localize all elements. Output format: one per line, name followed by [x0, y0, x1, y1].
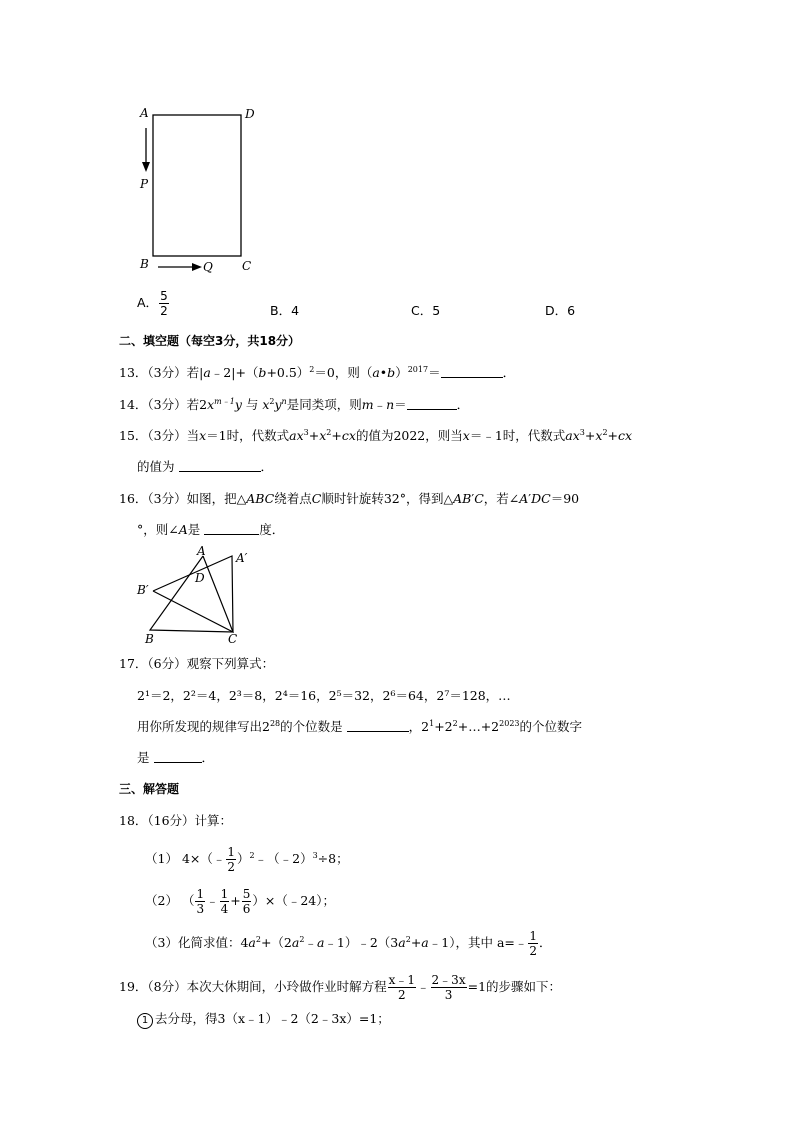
label-q: Q — [203, 260, 213, 274]
question-18-part1: （1） 4×（﹣ $\frac{1}{2}$ ）$^2$﹣（﹣2）$^3$÷8； — [145, 845, 349, 874]
question-16: 16．（3分）如图，把△ABC绕着点C顺时针旋转32°，得到△AB′C，若∠A′DC＝90 — [119, 491, 580, 506]
question-19: 19．（8分）本次大休期间，小玲做作业时解方程 $\frac{x﹣1}{2}$ ﹣ $\frac{2﹣3x}{3}$ =1的步骤如下： — [119, 973, 562, 1002]
option-b: B．4 — [270, 303, 300, 318]
question-17-powers: 2¹＝2，2²＝4，2³＝8，2⁴＝16，2⁵＝32，2⁶＝64，2⁷＝128，… — [137, 688, 511, 703]
label-b: B — [145, 632, 154, 646]
label-c: C — [228, 632, 238, 646]
section-2-heading: 二、填空题（每空3分，共18分） — [119, 334, 301, 348]
question-14: 14．（3分）若$2x^{m﹣1}y$ 与 $x^2y^n$是同类项，则m﹣n＝ ． — [119, 397, 470, 412]
label-a-prime: A′ — [236, 551, 248, 565]
answer-blank[interactable] — [204, 522, 259, 535]
arrow-down-head — [142, 162, 150, 172]
answer-blank[interactable] — [347, 719, 409, 732]
step-number-circle: 1 — [137, 1013, 153, 1029]
label-b-prime: B′ — [137, 583, 149, 597]
question-15: 15．（3分）当x＝1时，代数式$ax^3+x^2+cx$的值为2022，则当x＝﹣1时，代数式$ax^3+x^2+cx$ — [119, 428, 633, 443]
question-13: 13．（3分）若$|a﹣2|+(b+0.5)^2=0$，则（a•b）$^{2017}$＝ ． — [119, 365, 516, 380]
triangle-abc — [150, 556, 233, 632]
option-a: A． $\frac{5}{2}$ — [137, 289, 168, 318]
triangle-a2b2c — [153, 556, 233, 632]
question-15-line2: 的值为 ． — [137, 459, 274, 474]
answer-blank[interactable] — [441, 365, 503, 378]
triangle-figure — [135, 540, 255, 650]
question-17: 17．（6分）观察下列算式： — [119, 656, 275, 671]
answer-blank[interactable] — [407, 397, 457, 410]
label-b: B — [140, 257, 149, 271]
question-17-line3: 用你所发现的规律写出$2^{28}$的个位数是 ，$2^1+2^2+\dots+2^{2023}$的个位数字 — [137, 719, 583, 734]
label-p: P — [140, 177, 149, 191]
question-18-part2: （2） （ $\frac{1}{3}$ ﹣ $\frac{1}{4}$ + $\frac{5}{6}$ ）×（﹣24）； — [145, 887, 336, 916]
question-18: 18．（16分）计算： — [119, 813, 233, 828]
question-16-line2: °，则∠A是 度． — [137, 522, 285, 537]
question-17-line4: 是 ． — [137, 750, 215, 765]
question-18-part3: （3）化简求值：$4a^2+(2a^2﹣a﹣1)﹣2(3a^2+a﹣1)$，其中 a=﹣ $\frac{1}{2}$ ． — [145, 929, 552, 958]
option-c: C．5 — [411, 303, 441, 318]
label-a: A — [140, 106, 149, 120]
question-19-step1: 1 去分母，得3（x﹣1）﹣2（2﹣3x）=1； — [137, 1010, 390, 1029]
answer-blank[interactable] — [154, 750, 202, 763]
rectangle-abcd — [153, 115, 241, 256]
answer-blank[interactable] — [179, 459, 261, 472]
label-d: D — [195, 571, 205, 585]
label-a: A — [197, 544, 206, 558]
label-d: D — [245, 107, 255, 121]
label-c: C — [242, 259, 252, 273]
arrow-right-head — [192, 263, 202, 271]
section-3-heading: 三、解答题 — [119, 782, 180, 796]
option-d: D．6 — [545, 303, 576, 318]
rectangle-figure — [130, 100, 270, 280]
